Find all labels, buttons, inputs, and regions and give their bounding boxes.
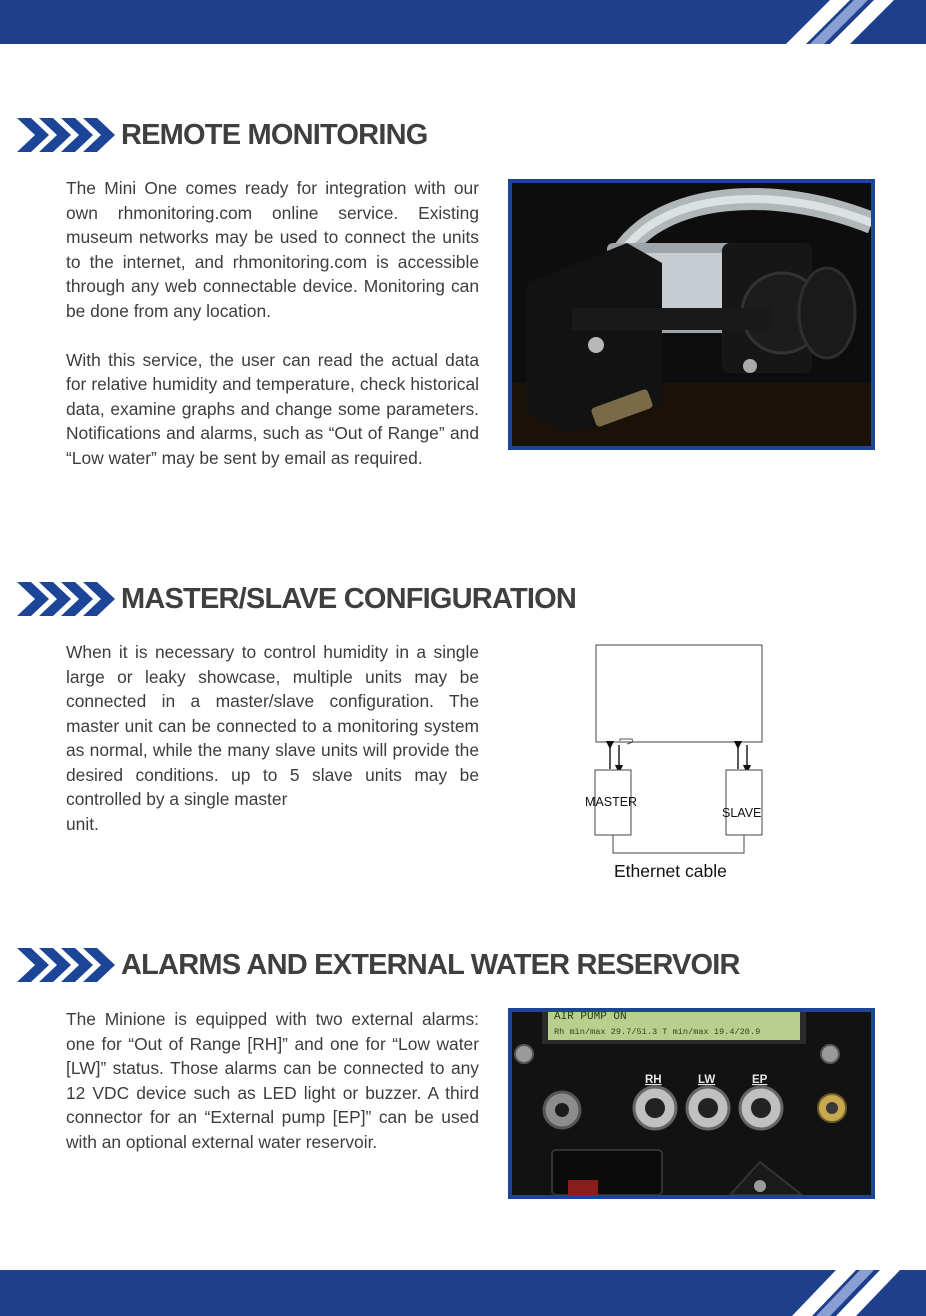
alarms-text bbox=[66, 1007, 479, 1154]
section-title: ALARMS AND EXTERNAL WATER RESERVOIR bbox=[121, 948, 740, 981]
triple-chevron-icon bbox=[17, 115, 115, 155]
triple-chevron-icon bbox=[17, 579, 115, 619]
paragraph: With this service, the user can read the actual data for relative humidity and temperature, check historical data, examine graphs and change some parameters. Notifications and alarms, such as “Out of Range” and “Low water” may be sent by email as required. bbox=[66, 349, 479, 468]
ethernet-cable-label: Ethernet cable bbox=[614, 861, 727, 881]
section-title: REMOTE MONITORING bbox=[121, 118, 428, 151]
slave-unit bbox=[726, 770, 762, 835]
connector-label-ep: EP bbox=[752, 1074, 768, 1086]
paragraph: The Mini One comes ready for integration with our own rhmonitoring.com online service. Existing museum networks may be used to connect the units to the internet, and rhmonitoring.com is accessible through any web connectable device. Monitoring can be done from any location. bbox=[66, 178, 479, 321]
ethernet-cable-line bbox=[613, 835, 744, 853]
master-slave-text bbox=[66, 640, 479, 836]
pump-photo bbox=[508, 179, 875, 450]
paragraph-tail: unit. bbox=[66, 813, 99, 834]
slave-label: SLAVE bbox=[722, 806, 762, 820]
connector-label-lw: LW bbox=[698, 1074, 716, 1086]
connector-label-rh: RH bbox=[645, 1074, 662, 1086]
header-band bbox=[0, 0, 926, 44]
lcd-line-2: Rh min/max 29.7/51.3 T min/max 19.4/20.9 bbox=[554, 1027, 761, 1037]
section-header-remote-monitoring bbox=[17, 115, 427, 155]
section-title: MASTER/SLAVE CONFIGURATION bbox=[121, 582, 577, 615]
connector-panel-illustration bbox=[512, 1012, 871, 1195]
master-slave-diagram bbox=[570, 635, 790, 890]
master-label: MASTER bbox=[585, 795, 638, 809]
section-header-master-slave bbox=[17, 579, 576, 619]
remote-monitoring-text bbox=[66, 176, 479, 470]
paragraph: The Minione is equipped with two external alarms: one for “Out of Range [RH]” and one for “Low water [LW]” status. Those alarms can be connected to any 12 VDC device such as LED light or buzzer. A third connector for an “External pump [EP]” can be used with an optional external water reservoir. bbox=[66, 1009, 479, 1152]
showcase-box bbox=[596, 645, 762, 742]
footer-stripes bbox=[726, 1270, 926, 1316]
air-pump-illustration bbox=[512, 183, 871, 446]
paragraph: When it is necessary to control humidity in a single large or leaky showcase, multiple units may be connected in a master/slave configuration. The master unit can be connected to a monitoring system as normal, while the many slave units will provide the desired conditions. up to 5 slave units may be controlled by a single master bbox=[66, 642, 479, 809]
triple-chevron-icon bbox=[17, 945, 115, 985]
header-stripes bbox=[726, 0, 926, 44]
footer-band bbox=[0, 1270, 926, 1316]
alarm-panel-photo bbox=[508, 1008, 875, 1199]
lcd-line-1: AIR PUMP ON bbox=[554, 1012, 627, 1023]
section-header-alarms bbox=[17, 945, 740, 985]
